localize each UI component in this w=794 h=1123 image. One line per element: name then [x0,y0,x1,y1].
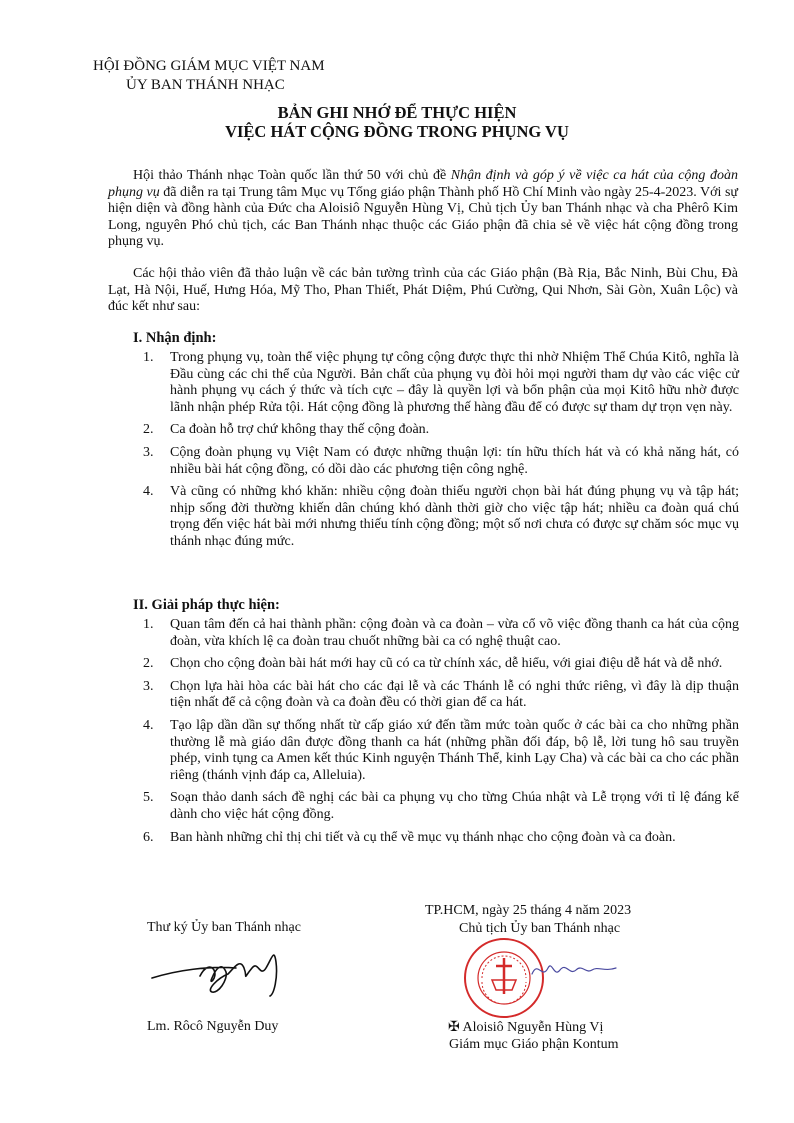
item-number: 1. [143,350,154,365]
section-2-list [143,617,739,852]
item-number: 2. [143,656,154,672]
list-item [143,617,739,650]
item-text: Quan tâm đến cả hai thành phần: cộng đoàn và ca đoàn – vừa cổ võ việc đồng thanh ca hát của cộng đoàn, vừa khích lệ ca đoàn trau chuốt những bài ca có nghệ thuật cao. [170,617,739,649]
item-text: Chọn cho cộng đoàn bài hát mới hay cũ có ca từ chính xác, dễ hiểu, với giai điệu dễ hát và dễ nhớ. [170,656,723,672]
organization-header [93,57,325,95]
item-text: Chọn lựa hài hòa các bài hát cho các đại lễ và các Thánh lễ có nghi thức riêng, vì đây là dịp thuận tiện nhất để cả cộng đoàn và ca đoàn đều có thời gian để ca hát. [170,678,739,711]
item-text: Ban hành những chỉ thị chi tiết và cụ thể về mục vụ thánh nhạc cho cộng đoàn và ca đoàn. [170,829,676,845]
intro-paragraph-1 [108,168,738,251]
list-item [143,790,739,823]
item-text: Cộng đoàn phụng vụ Việt Nam có được những thuận lợi: tín hữu thích hát và có khả năng hát, có nhiều bài hát cộng đồng, có dồi dào các phương tiện công nghệ. [170,444,739,477]
section-1-list [143,350,739,557]
item-text: Ca đoàn hỗ trợ chứ không thay thế cộng đoàn. [170,422,430,438]
org-line-2: ỦY BAN THÁNH NHẠC [126,77,285,93]
bishop-signature [530,950,620,990]
item-number: 3. [143,444,154,460]
bishop-role: Giám mục Giáo phận Kontum [449,1037,619,1052]
list-item [143,350,739,416]
document-title [0,103,794,141]
item-number: 5. [143,790,154,806]
title-line-1: BẢN GHI NHỚ ĐỂ THỰC HIỆN [277,103,517,122]
item-text: Soạn thảo danh sách đề nghị các bài ca phụng vụ cho từng Chúa nhật và Lễ trọng với tỉ lệ đáng kể dành cho việc hát cộng đồng. [170,790,739,822]
item-number: 1. [143,617,154,632]
org-line-1: HỘI ĐỒNG GIÁM MỤC VIỆT NAM [93,58,325,74]
item-number: 2. [143,422,154,438]
list-item [143,445,739,478]
secretary-title: Thư ký Ủy ban Thánh nhạc [147,920,301,935]
list-item [143,484,739,550]
item-text: Và cũng có những khó khăn: nhiều cộng đoàn thiếu người chọn bài hát đúng phụng vụ và tập hát; nhịp sống đời thường khiến dân chúng khó dành thời giờ cho việc tập hát; nhiều ca đoàn quá chú trọng đến việc hát bài mới nhưng thiếu tính cộng đồng; một số nơi chưa có được sự chăm sóc mục vụ thánh nhạc đúng mức. [170,484,739,549]
secretary-signature [148,938,298,1000]
item-text: Trong phụng vụ, toàn thể việc phụng tự công cộng được thực thi nhờ Nhiệm Thể Chúa Kitô, nghĩa là Đầu cùng các chi thể của Người. Bản chất của phụng vụ đòi hỏi mọi người tham dự vào các việc cử hành phụng vụ cách ý thức và tích cực – đây là quyền lợi và bổn phận của mọi Kitô hữu nhờ được lãnh nhận phép Rửa tội. Hát cộng đồng là phương thế hàng đầu để có được sự tham dự trọn vẹn này. [170,350,739,415]
list-item [143,422,739,439]
section-2-heading: II. Giải pháp thực hiện: [133,597,280,613]
secretary-name: Lm. Rôcô Nguyễn Duy [147,1019,279,1034]
list-item [143,679,739,712]
title-line-2: VIỆC HÁT CỘNG ĐỒNG TRONG PHỤNG VỤ [225,122,569,141]
signing-date: TP.HCM, ngày 25 tháng 4 năm 2023 [425,903,632,918]
item-number: 4. [143,717,154,733]
item-number: 4. [143,484,154,500]
intro-text-a: Hội thảo Thánh nhạc Toàn quốc lần thứ 50 với chủ đề [133,168,451,183]
item-text: Tạo lập dần dần sự thống nhất từ cấp giáo xứ đến tầm mức toàn quốc ở các bài ca cho những phần thường lễ mà giáo dân được đồng thanh ca hát (những phần đối đáp, bộ lễ, lời tung hô sau truyền phép, vinh tụng ca Amen kết thúc Kinh nguyện Thánh Thể, kinh Lạy Cha) và các bài ca cho các phần riêng (thánh vịnh đáp ca, Alleluia). [170,717,739,783]
list-item [143,830,739,847]
item-number: 3. [143,678,154,694]
section-1-heading: I. Nhận định: [133,330,217,346]
item-number: 6. [143,829,154,845]
list-item [143,656,739,673]
list-item [143,718,739,784]
intro-theme: Nhận định và góp ý về việc ca hát của cộng đoàn phụng vụ [108,168,738,200]
bishop-name: ✠ Aloisiô Nguyễn Hùng Vị [448,1020,604,1035]
chair-title: Chủ tịch Ủy ban Thánh nhạc [459,921,621,936]
intro-paragraph-2: Các hội thảo viên đã thảo luận về các bản tường trình của các Giáo phận (Bà Rịa, Bắc Ninh, Bùi Chu, Đà Lạt, Hà Nội, Huế, Hưng Hóa, Mỹ Tho, Phan Thiết, Phát Diệm, Phú Cường, Qui Nhơn, Sài Gòn, Xuân Lộc) và đúc kết như sau: [108,266,738,315]
intro-text-b: đã diễn ra tại Trung tâm Mục vụ Tổng giáo phận Thành phố Hồ Chí Minh vào ngày 25-4-2023. Với sự hiện diện và đồng hành của Đức cha Aloisiô Nguyễn Hùng Vị, Chủ tịch Ủy ban Thánh nhạc và cha Phêrô Kim Long, nguyên Phó chủ tịch, các Ban Thánh nhạc thuộc các Giáo phận đã chia sẻ về việc hát cộng đồng trong phụng vụ. [108,184,738,250]
